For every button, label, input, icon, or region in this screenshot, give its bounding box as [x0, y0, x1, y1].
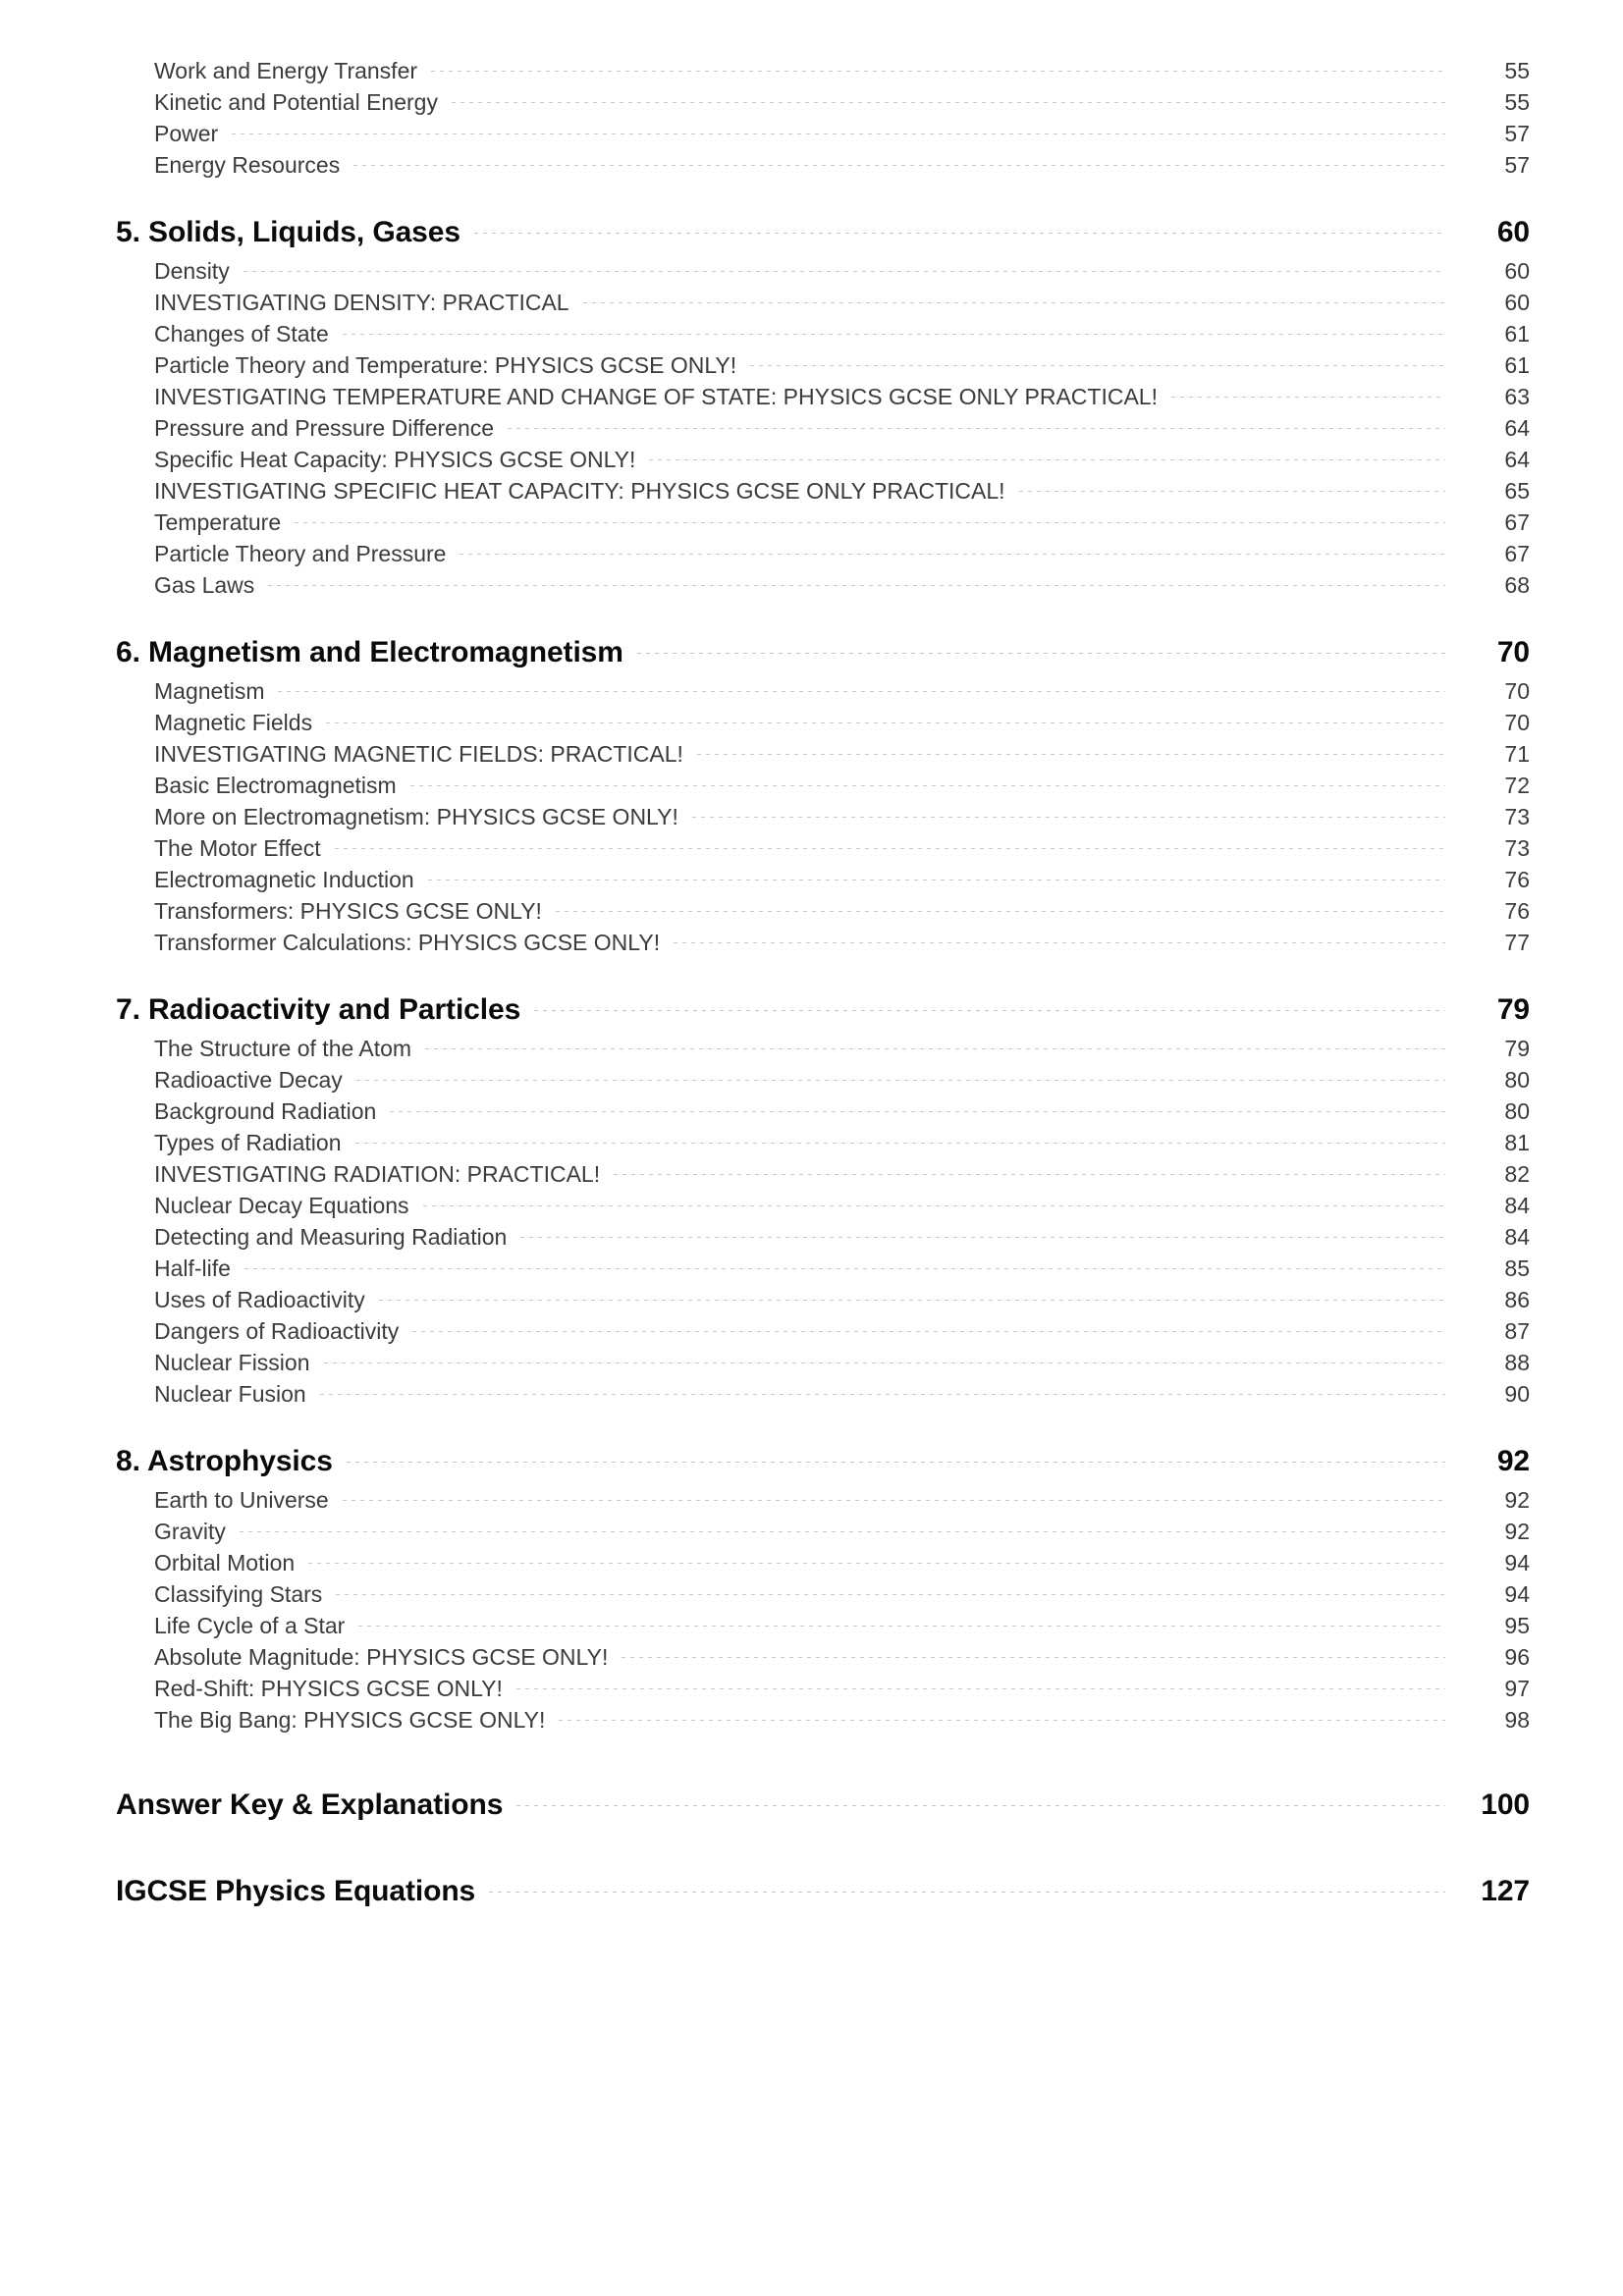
- dot-leader: [410, 785, 1445, 786]
- toc-entry-label: INVESTIGATING SPECIFIC HEAT CAPACITY: PHYSICS GCSE ONLY PRACTICAL!: [154, 477, 1005, 504]
- dot-leader: [343, 334, 1445, 335]
- toc-entry-page-number: 76: [1504, 897, 1530, 924]
- toc-entry-label: Power: [154, 120, 219, 146]
- back-matter-heading-label: Answer Key & Explanations: [116, 1789, 504, 1821]
- toc-entry-label: Half-life: [154, 1255, 231, 1281]
- toc-entry-row[interactable]: [154, 349, 1530, 381]
- dot-leader: [390, 1111, 1445, 1112]
- toc-entry-page-number: 94: [1504, 1580, 1530, 1607]
- toc-entry-page-number: 67: [1504, 508, 1530, 535]
- toc-entry-page-number: 90: [1504, 1380, 1530, 1407]
- back-matter-heading-page-number: 100: [1481, 1789, 1530, 1821]
- toc-entry-page-number: 64: [1504, 446, 1530, 472]
- toc-entry-page-number: 55: [1504, 57, 1530, 83]
- toc-entry-row[interactable]: [154, 1095, 1530, 1127]
- dot-leader: [232, 133, 1445, 134]
- toc-entry-label: Changes of State: [154, 320, 329, 347]
- toc-group-chapter-5: [116, 216, 1530, 601]
- back-matter-heading-page-number: 127: [1481, 1875, 1530, 1907]
- toc-entry-page-number: 71: [1504, 740, 1530, 767]
- toc-entry-label: Specific Heat Capacity: PHYSICS GCSE ONLY!: [154, 446, 636, 472]
- toc-entry-page-number: 76: [1504, 866, 1530, 892]
- back-matter-heading-row[interactable]: [116, 1789, 1530, 1822]
- toc-entry-page-number: 73: [1504, 834, 1530, 861]
- back-matter-heading-label: IGCSE Physics Equations: [116, 1875, 476, 1907]
- toc-entry-label: The Structure of the Atom: [154, 1035, 412, 1061]
- toc-entry-label: INVESTIGATING TEMPERATURE AND CHANGE OF STATE: PHYSICS GCSE ONLY PRACTICAL!: [154, 383, 1158, 409]
- table-of-contents: [116, 55, 1530, 1908]
- chapter-heading-page-number: 60: [1496, 216, 1530, 248]
- dot-leader: [1019, 491, 1445, 492]
- toc-entry-label: Particle Theory and Pressure: [154, 540, 447, 566]
- toc-entry-page-number: 57: [1504, 151, 1530, 178]
- toc-entry-row[interactable]: [154, 1641, 1530, 1673]
- toc-entry-label: Magnetism: [154, 677, 265, 704]
- toc-entry-label: Background Radiation: [154, 1097, 377, 1124]
- dot-leader: [379, 1300, 1445, 1301]
- toc-entry-row[interactable]: [154, 569, 1530, 601]
- dot-leader: [452, 102, 1445, 103]
- dot-leader: [489, 1892, 1445, 1893]
- toc-entry-page-number: 86: [1504, 1286, 1530, 1312]
- dot-leader: [320, 1394, 1445, 1395]
- dot-leader: [423, 1205, 1445, 1206]
- dot-leader: [358, 1626, 1445, 1627]
- toc-entry-page-number: 70: [1504, 709, 1530, 735]
- dot-leader: [308, 1563, 1445, 1564]
- dot-leader: [637, 653, 1445, 654]
- dot-leader: [583, 302, 1445, 303]
- dot-leader: [335, 848, 1445, 849]
- toc-entry-row[interactable]: [154, 118, 1530, 149]
- toc-entry-row[interactable]: [154, 675, 1530, 707]
- toc-entry-label: Transformer Calculations: PHYSICS GCSE ONLY!: [154, 929, 661, 955]
- toc-entry-label: Nuclear Fission: [154, 1349, 310, 1375]
- toc-entry-page-number: 92: [1504, 1518, 1530, 1544]
- toc-entry-row[interactable]: [154, 1064, 1530, 1095]
- toc-entry-page-number: 64: [1504, 414, 1530, 441]
- dot-leader: [474, 233, 1445, 234]
- dot-leader: [295, 522, 1445, 523]
- toc-entry-page-number: 68: [1504, 571, 1530, 598]
- toc-entry-label: Electromagnetic Induction: [154, 866, 414, 892]
- toc-entry-row[interactable]: [154, 1127, 1530, 1158]
- chapter-heading-label: 5. Solids, Liquids, Gases: [116, 216, 460, 248]
- toc-entry-page-number: 79: [1504, 1035, 1530, 1061]
- toc-group-chapter-8: [116, 1445, 1530, 1735]
- toc-entry-label: Detecting and Measuring Radiation: [154, 1223, 508, 1250]
- toc-entry-row[interactable]: [154, 444, 1530, 475]
- toc-entry-label: Nuclear Decay Equations: [154, 1192, 409, 1218]
- toc-entry-row[interactable]: [154, 1315, 1530, 1347]
- dot-leader: [559, 1720, 1445, 1721]
- toc-entry-label: Pressure and Pressure Difference: [154, 414, 495, 441]
- toc-entry-row[interactable]: [154, 895, 1530, 927]
- back-matter-heading-row[interactable]: [116, 1875, 1530, 1908]
- toc-entry-label: Transformers: PHYSICS GCSE ONLY!: [154, 897, 542, 924]
- dot-leader: [243, 271, 1445, 272]
- toc-entry-row[interactable]: [154, 538, 1530, 569]
- dot-leader: [1171, 397, 1445, 398]
- toc-entry-row[interactable]: [154, 86, 1530, 118]
- dot-leader: [326, 722, 1445, 723]
- toc-entry-label: The Big Bang: PHYSICS GCSE ONLY!: [154, 1706, 546, 1733]
- toc-entry-page-number: 65: [1504, 477, 1530, 504]
- toc-entry-row[interactable]: [154, 1253, 1530, 1284]
- toc-entry-row[interactable]: [154, 318, 1530, 349]
- dot-leader: [347, 1462, 1445, 1463]
- toc-entry-label: Particle Theory and Temperature: PHYSICS GCSE ONLY!: [154, 351, 737, 378]
- toc-entry-row[interactable]: [154, 927, 1530, 958]
- toc-entry-page-number: 92: [1504, 1486, 1530, 1513]
- toc-entry-row[interactable]: [154, 287, 1530, 318]
- dot-leader: [697, 754, 1445, 755]
- dot-leader: [460, 554, 1445, 555]
- toc-group-chapter-7: [116, 993, 1530, 1410]
- toc-entry-page-number: 61: [1504, 351, 1530, 378]
- dot-leader: [431, 71, 1445, 72]
- toc-entry-page-number: 94: [1504, 1549, 1530, 1575]
- toc-group-chapter-6: [116, 636, 1530, 958]
- dot-leader: [622, 1657, 1445, 1658]
- toc-entry-page-number: 87: [1504, 1317, 1530, 1344]
- dot-leader: [268, 585, 1445, 586]
- toc-entry-label: Nuclear Fusion: [154, 1380, 306, 1407]
- toc-entry-page-number: 63: [1504, 383, 1530, 409]
- toc-entry-label: Earth to Universe: [154, 1486, 329, 1513]
- toc-entry-label: Classifying Stars: [154, 1580, 323, 1607]
- toc-entry-label: Uses of Radioactivity: [154, 1286, 365, 1312]
- toc-entry-row[interactable]: [154, 864, 1530, 895]
- dot-leader: [614, 1174, 1445, 1175]
- toc-entry-label: Gravity: [154, 1518, 226, 1544]
- toc-entry-row[interactable]: [154, 738, 1530, 770]
- toc-entry-label: Energy Resources: [154, 151, 341, 178]
- toc-entry-page-number: 61: [1504, 320, 1530, 347]
- toc-entry-row[interactable]: [154, 149, 1530, 181]
- toc-entry-row[interactable]: [154, 707, 1530, 738]
- dot-leader: [428, 880, 1445, 881]
- toc-entry-page-number: 97: [1504, 1675, 1530, 1701]
- dot-leader: [240, 1531, 1445, 1532]
- dot-leader: [750, 365, 1445, 366]
- toc-entry-page-number: 73: [1504, 803, 1530, 829]
- dot-leader: [692, 817, 1445, 818]
- toc-entry-row[interactable]: [154, 1378, 1530, 1410]
- toc-entry-label: Orbital Motion: [154, 1549, 296, 1575]
- toc-entry-label: INVESTIGATING RADIATION: PRACTICAL!: [154, 1160, 601, 1187]
- dot-leader: [336, 1594, 1445, 1595]
- toc-entry-label: Dangers of Radioactivity: [154, 1317, 400, 1344]
- toc-entry-label: Magnetic Fields: [154, 709, 313, 735]
- toc-entry-label: Kinetic and Potential Energy: [154, 88, 438, 115]
- chapter-heading-row[interactable]: [116, 993, 1530, 1027]
- dot-leader: [278, 691, 1445, 692]
- toc-entry-label: Absolute Magnitude: PHYSICS GCSE ONLY!: [154, 1643, 609, 1670]
- toc-entry-page-number: 98: [1504, 1706, 1530, 1733]
- toc-entry-row[interactable]: [154, 1610, 1530, 1641]
- toc-entry-row[interactable]: [154, 1704, 1530, 1735]
- dot-leader: [356, 1080, 1445, 1081]
- dot-leader: [534, 1010, 1445, 1011]
- chapter-heading-label: 7. Radioactivity and Particles: [116, 993, 521, 1026]
- toc-entry-row[interactable]: [154, 255, 1530, 287]
- toc-entry-row[interactable]: [154, 475, 1530, 507]
- dot-leader: [516, 1688, 1445, 1689]
- dot-leader: [324, 1362, 1446, 1363]
- toc-entry-label: Basic Electromagnetism: [154, 772, 397, 798]
- toc-entry-row[interactable]: [154, 381, 1530, 412]
- toc-entry-row[interactable]: [154, 1190, 1530, 1221]
- toc-entry-label: Temperature: [154, 508, 282, 535]
- dot-leader: [516, 1805, 1445, 1806]
- toc-entry-row[interactable]: [154, 801, 1530, 832]
- toc-entry-page-number: 81: [1504, 1129, 1530, 1155]
- toc-entry-label: Density: [154, 257, 230, 284]
- dot-leader: [244, 1268, 1445, 1269]
- toc-entry-row[interactable]: [154, 1033, 1530, 1064]
- toc-entry-page-number: 84: [1504, 1223, 1530, 1250]
- dot-leader: [355, 1143, 1445, 1144]
- toc-entry-row[interactable]: [154, 832, 1530, 864]
- chapter-heading-page-number: 92: [1496, 1445, 1530, 1477]
- dot-leader: [649, 459, 1445, 460]
- toc-group-continuation-energy: [116, 55, 1530, 181]
- toc-entry-label: Work and Energy Transfer: [154, 57, 418, 83]
- toc-entry-page-number: 57: [1504, 120, 1530, 146]
- toc-entry-row[interactable]: [154, 1547, 1530, 1578]
- toc-entry-page-number: 95: [1504, 1612, 1530, 1638]
- toc-entry-label: The Motor Effect: [154, 834, 321, 861]
- toc-entry-page-number: 85: [1504, 1255, 1530, 1281]
- toc-entry-label: Life Cycle of a Star: [154, 1612, 346, 1638]
- toc-entry-page-number: 84: [1504, 1192, 1530, 1218]
- toc-entry-label: Radioactive Decay: [154, 1066, 343, 1093]
- toc-entry-page-number: 82: [1504, 1160, 1530, 1187]
- toc-entry-row[interactable]: [154, 507, 1530, 538]
- toc-entry-row[interactable]: [154, 1516, 1530, 1547]
- toc-entry-label: More on Electromagnetism: PHYSICS GCSE ONLY!: [154, 803, 678, 829]
- toc-entry-row[interactable]: [154, 412, 1530, 444]
- toc-entry-row[interactable]: [154, 1578, 1530, 1610]
- toc-entry-row[interactable]: [154, 1221, 1530, 1253]
- toc-entry-page-number: 80: [1504, 1097, 1530, 1124]
- dot-leader: [412, 1331, 1445, 1332]
- toc-entry-row[interactable]: [154, 1284, 1530, 1315]
- toc-entry-label: Red-Shift: PHYSICS GCSE ONLY!: [154, 1675, 503, 1701]
- toc-entry-label: INVESTIGATING DENSITY: PRACTICAL: [154, 289, 569, 315]
- dot-leader: [343, 1500, 1445, 1501]
- toc-entry-page-number: 77: [1504, 929, 1530, 955]
- toc-entry-page-number: 55: [1504, 88, 1530, 115]
- chapter-heading-label: 6. Magnetism and Electromagnetism: [116, 636, 623, 668]
- toc-entry-label: INVESTIGATING MAGNETIC FIELDS: PRACTICAL!: [154, 740, 683, 767]
- dot-leader: [520, 1237, 1445, 1238]
- dot-leader: [353, 165, 1445, 166]
- dot-leader: [556, 911, 1445, 912]
- toc-entry-page-number: 67: [1504, 540, 1530, 566]
- toc-entry-page-number: 88: [1504, 1349, 1530, 1375]
- chapter-heading-page-number: 79: [1496, 993, 1530, 1026]
- toc-entry-row[interactable]: [154, 1347, 1530, 1378]
- chapter-heading-row[interactable]: [116, 1445, 1530, 1478]
- dot-leader: [674, 942, 1445, 943]
- toc-entry-row[interactable]: [154, 770, 1530, 801]
- chapter-heading-row[interactable]: [116, 216, 1530, 249]
- toc-entry-page-number: 70: [1504, 677, 1530, 704]
- toc-entry-page-number: 96: [1504, 1643, 1530, 1670]
- toc-entry-page-number: 80: [1504, 1066, 1530, 1093]
- chapter-heading-page-number: 70: [1496, 636, 1530, 668]
- toc-entry-page-number: 60: [1504, 257, 1530, 284]
- dot-leader: [425, 1048, 1445, 1049]
- toc-entry-label: Types of Radiation: [154, 1129, 342, 1155]
- toc-entry-label: Gas Laws: [154, 571, 255, 598]
- toc-entry-page-number: 72: [1504, 772, 1530, 798]
- chapter-heading-row[interactable]: [116, 636, 1530, 669]
- chapter-heading-label: 8. Astrophysics: [116, 1445, 333, 1477]
- toc-entry-row[interactable]: [154, 1158, 1530, 1190]
- toc-entry-page-number: 60: [1504, 289, 1530, 315]
- toc-entry-row[interactable]: [154, 1484, 1530, 1516]
- toc-entry-row[interactable]: [154, 55, 1530, 86]
- dot-leader: [508, 428, 1445, 429]
- toc-entry-row[interactable]: [154, 1673, 1530, 1704]
